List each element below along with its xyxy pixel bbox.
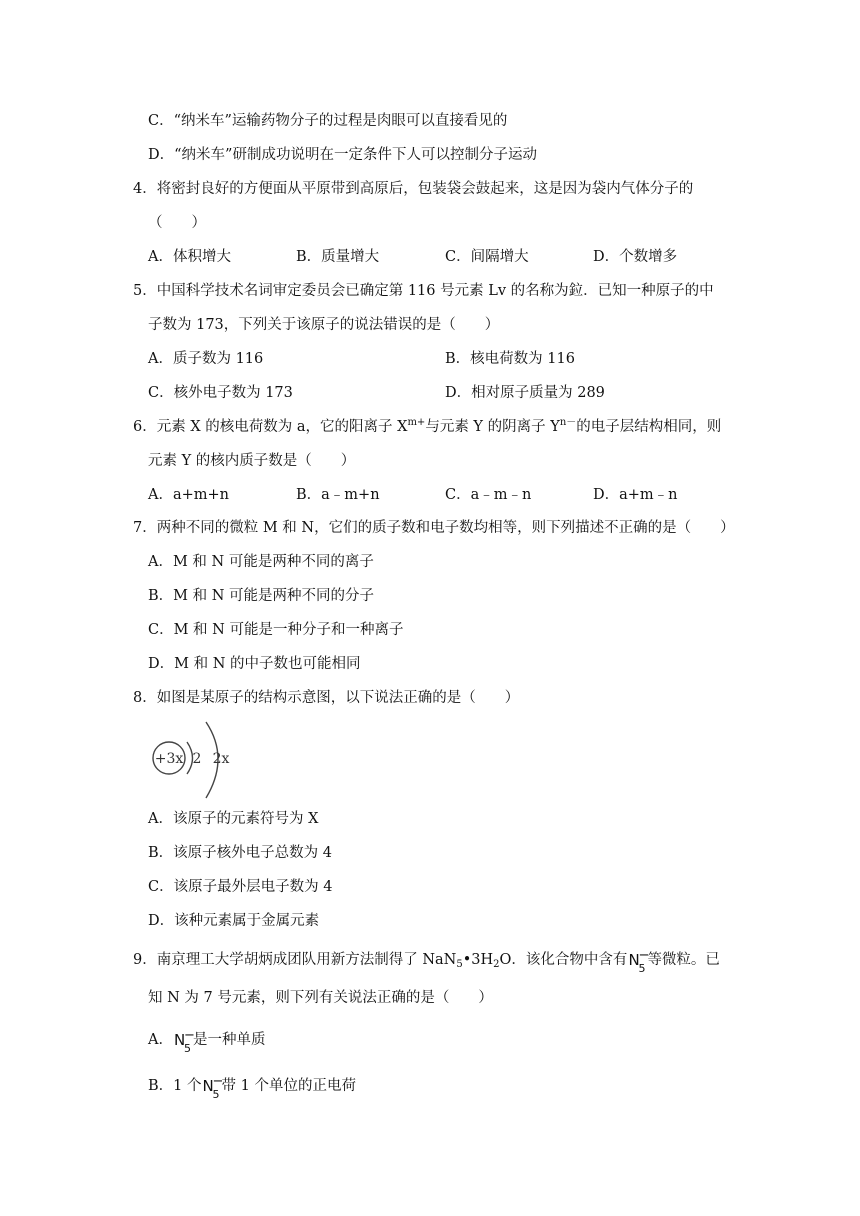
q6-stem-line2: 元素 Y 的核内质子数是（ ） [148,453,356,469]
q9-stem-part1: 9．南京理工大学胡炳成团队用新方法制得了 NaN [133,952,457,968]
q4-stem-line1: 4．将密封良好的方便面从平原带到高原后，包装袋会鼓起来，这是因为袋内气体分子的 [133,181,694,197]
q5-option-d: D．相对原子质量为 289 [445,385,605,401]
q8-option-a: A．该原子的元素符号为 X [148,811,319,827]
q6-stem-part3: 的电子层结构相同，则 [576,419,722,435]
q7-option-a: A．M 和 N 可能是两种不同的离子 [148,554,374,570]
q6-option-b: B．a﹣m+n [296,487,380,503]
q5-option-a: A．质子数为 116 [148,351,264,367]
q9-option-a-text: 是一种单质 [192,1032,266,1048]
q3-option-c: C．“纳米车”运输药物分子的过程是肉眼可以直接看见的 [148,113,508,129]
shell-2-electrons: 2x [212,751,230,767]
q9-stem-part3: O．该化合物中含有 [499,952,628,968]
q5-option-c: C．核外电子数为 173 [148,385,293,401]
q6-option-a: A．a+m+n [148,487,230,503]
n5-anion-formula: N − 5 [173,1028,195,1055]
q9-sub-2: 2 [493,959,500,970]
atom-structure-svg [140,716,250,806]
q8-option-d: D．该种元素属于金属元素 [148,913,320,929]
q4-option-a: A．体积增大 [148,249,231,265]
n5-anion-formula: N − 5 [202,1074,224,1101]
q9-stem-part4: 等微粒。已 [647,952,720,968]
q9-stem-line2: 知 N 为 7 号元素，则下列有关说法正确的是（ ） [148,990,493,1006]
q9-option-b-prefix: B．1 个 [148,1078,202,1094]
q6-option-c: C．a﹣m﹣n [445,487,532,503]
q7-option-b: B．M 和 N 可能是两种不同的分子 [148,588,375,604]
q3-option-d: D．“纳米车”研制成功说明在一定条件下人可以控制分子运动 [148,147,537,163]
q9-option-a-prefix: A． [148,1032,173,1048]
q5-stem-line1: 5．中国科学技术名词审定委员会已确定第 116 号元素 Lv 的名称为鉝．已知一种原子的中 [133,283,714,299]
q9-stem-line1 [133,946,720,975]
q8-option-b: B．该原子核外电子总数为 4 [148,845,332,861]
q7-option-c: C．M 和 N 可能是一种分子和一种离子 [148,622,404,638]
q4-option-c: C．间隔增大 [445,249,529,265]
atom-structure-diagram [140,716,250,806]
q7-option-d: D．M 和 N 的中子数也可能相同 [148,656,361,672]
q6-option-d: D．a+m﹣n [593,487,678,503]
q5-stem-line2: 子数为 173，下列关于该原子的说法错误的是（ ） [148,317,500,333]
q9-stem-part2: •3H [462,952,494,968]
q5-option-b: B．核电荷数为 116 [445,351,575,367]
q4-stem-line2: （ ） [148,215,206,231]
q6-anion-charge: n－ [559,417,577,428]
q9-option-b [148,1072,356,1101]
nucleus-charge: +3x [154,751,184,767]
n5-anion-formula: N − 5 [628,948,650,975]
q6-stem-line1 [133,417,721,437]
q4-option-d: D．个数增多 [593,249,678,265]
q8-option-c: C．该原子最外层电子数为 4 [148,879,333,895]
q7-stem: 7．两种不同的微粒 M 和 N，它们的质子数和电子数均相等，则下列描述不正确的是（ ） [133,520,735,536]
shell-1-electrons: 2 [192,751,202,767]
q8-stem: 8．如图是某原子的结构示意图，以下说法正确的是（ ） [133,690,520,706]
q4-option-b: B．质量增大 [296,249,380,265]
q9-option-b-text: 带 1 个单位的正电荷 [221,1078,356,1094]
q6-stem-part2: 与元素 Y 的阴离子 Y [425,419,560,435]
q9-option-a [148,1026,266,1055]
q9-sub-5: 5 [456,959,463,970]
q6-stem-part1: 6．元素 X 的核电荷数为 a，它的阳离子 X [133,419,408,435]
q6-cation-charge: m+ [407,417,426,428]
